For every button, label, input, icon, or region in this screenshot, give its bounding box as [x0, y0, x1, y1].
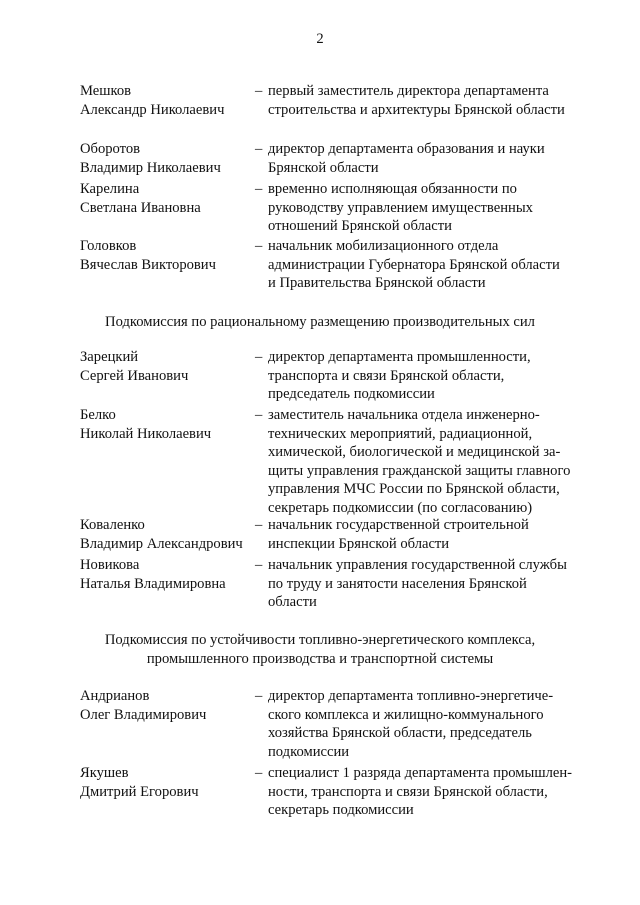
role-line: начальник мобилизационного отдела — [268, 238, 499, 254]
role-line: транспорта и связи Брянской области, — [268, 367, 505, 384]
role-line: заместитель начальника отдела инженерно- — [268, 407, 540, 423]
role-line: строительства и архитектуры Брянской области — [268, 101, 565, 118]
page-number: 2 — [316, 31, 324, 47]
role-line: администрации Губернатора Брянской области — [268, 256, 560, 273]
role-line: отношений Брянской области — [268, 218, 452, 235]
member-name — [80, 687, 255, 724]
role-line: ского комплекса и жилищно-коммунального — [268, 706, 544, 723]
member-name — [80, 348, 255, 385]
member-name — [80, 140, 255, 177]
member-role — [268, 82, 590, 119]
member-entry — [80, 180, 590, 238]
role-line: инспекции Брянской области — [268, 535, 450, 552]
member-name — [80, 82, 255, 119]
member-surname: Белко — [80, 407, 116, 423]
heading-line: промышленного производства и транспортной системы — [146, 650, 494, 667]
member-given-name: Николай Николаевич — [80, 425, 212, 442]
member-given-name: Наталья Владимировна — [80, 575, 226, 592]
member-role — [268, 180, 590, 236]
member-role — [268, 348, 590, 404]
heading-line: Подкомиссия по устойчивости топливно-энергетического комплекса, — [104, 632, 536, 648]
member-entry — [80, 516, 590, 556]
dash-separator: – — [255, 181, 263, 197]
role-line: подкомиссии — [268, 743, 350, 760]
dash-separator: – — [255, 141, 263, 157]
dash-separator: – — [255, 238, 263, 254]
role-line: химической, биологической и медицинской за- — [268, 444, 561, 461]
heading-line: Подкомиссия по рациональному размещению производительных сил — [105, 314, 535, 330]
member-role — [268, 406, 590, 518]
role-line: временно исполняющая обязанности по — [268, 181, 517, 197]
dash-separator: – — [255, 557, 263, 573]
dash-separator: – — [255, 83, 263, 99]
dash-separator: – — [255, 517, 263, 533]
role-line: секретарь подкомиссии (по согласованию) — [268, 499, 533, 516]
member-name — [80, 516, 255, 553]
role-line: директор департамента топливно-энергетиче- — [268, 688, 554, 704]
member-given-name: Сергей Иванович — [80, 367, 189, 384]
member-entry — [80, 687, 590, 763]
member-name — [80, 764, 255, 801]
role-line: области — [268, 594, 317, 611]
member-name — [80, 180, 255, 217]
role-line: директор департамента промышленности, — [268, 349, 531, 365]
subcommission-heading — [60, 631, 580, 668]
member-given-name: Александр Николаевич — [80, 101, 225, 118]
role-line: щиты управления гражданской защиты главного — [268, 462, 571, 479]
member-name — [80, 406, 255, 443]
member-surname: Коваленко — [80, 517, 145, 533]
role-line: секретарь подкомиссии — [268, 802, 414, 819]
member-given-name: Светлана Ивановна — [80, 199, 201, 216]
dash-separator: – — [255, 765, 263, 781]
member-surname: Оборотов — [80, 141, 141, 157]
role-line: по труду и занятости населения Брянской — [268, 575, 527, 592]
member-name — [80, 237, 255, 274]
role-line: ности, транспорта и связи Брянской области, — [268, 783, 548, 800]
member-entry — [80, 764, 590, 822]
dash-separator: – — [255, 349, 263, 365]
member-surname: Андрианов — [80, 688, 150, 704]
role-line: директор департамента образования и науки — [268, 141, 545, 157]
dash-separator: – — [255, 688, 263, 704]
role-line: специалист 1 разряда департамента промышлен- — [268, 765, 572, 781]
member-role — [268, 140, 590, 177]
role-line: технических мероприятий, радиационной, — [268, 425, 533, 442]
member-given-name: Владимир Александрович — [80, 535, 243, 552]
role-line: начальник управления государственной службы — [268, 557, 567, 573]
role-line: и Правительства Брянской области — [268, 275, 486, 292]
member-entry — [80, 82, 590, 122]
member-given-name: Дмитрий Егорович — [80, 783, 199, 800]
member-role — [268, 237, 590, 293]
member-entry — [80, 140, 590, 180]
member-role — [268, 764, 590, 820]
role-line: руководству управлением имущественных — [268, 199, 533, 216]
member-name — [80, 556, 255, 593]
role-line: председатель подкомиссии — [268, 386, 435, 403]
member-surname: Зарецкий — [80, 349, 139, 365]
member-surname: Новикова — [80, 557, 140, 573]
role-line: хозяйства Брянской области, председатель — [268, 725, 532, 742]
member-surname: Якушев — [80, 765, 129, 781]
member-given-name: Вячеслав Викторович — [80, 256, 216, 273]
member-given-name: Владимир Николаевич — [80, 159, 221, 176]
member-surname: Головков — [80, 238, 137, 254]
role-line: первый заместитель директора департамента — [268, 83, 549, 99]
member-surname: Карелина — [80, 181, 140, 197]
subcommission-heading — [60, 313, 580, 332]
member-surname: Мешков — [80, 83, 132, 99]
member-entry — [80, 237, 590, 295]
dash-separator: – — [255, 407, 263, 423]
member-role — [268, 687, 590, 761]
member-entry — [80, 556, 590, 614]
role-line: начальник государственной строительной — [268, 517, 529, 533]
member-entry — [80, 406, 590, 521]
member-given-name: Олег Владимирович — [80, 706, 207, 723]
role-line: Брянской области — [268, 159, 379, 176]
member-role — [268, 556, 590, 612]
member-entry — [80, 348, 590, 406]
member-role — [268, 516, 590, 553]
role-line: управления МЧС России по Брянской области, — [268, 481, 560, 498]
